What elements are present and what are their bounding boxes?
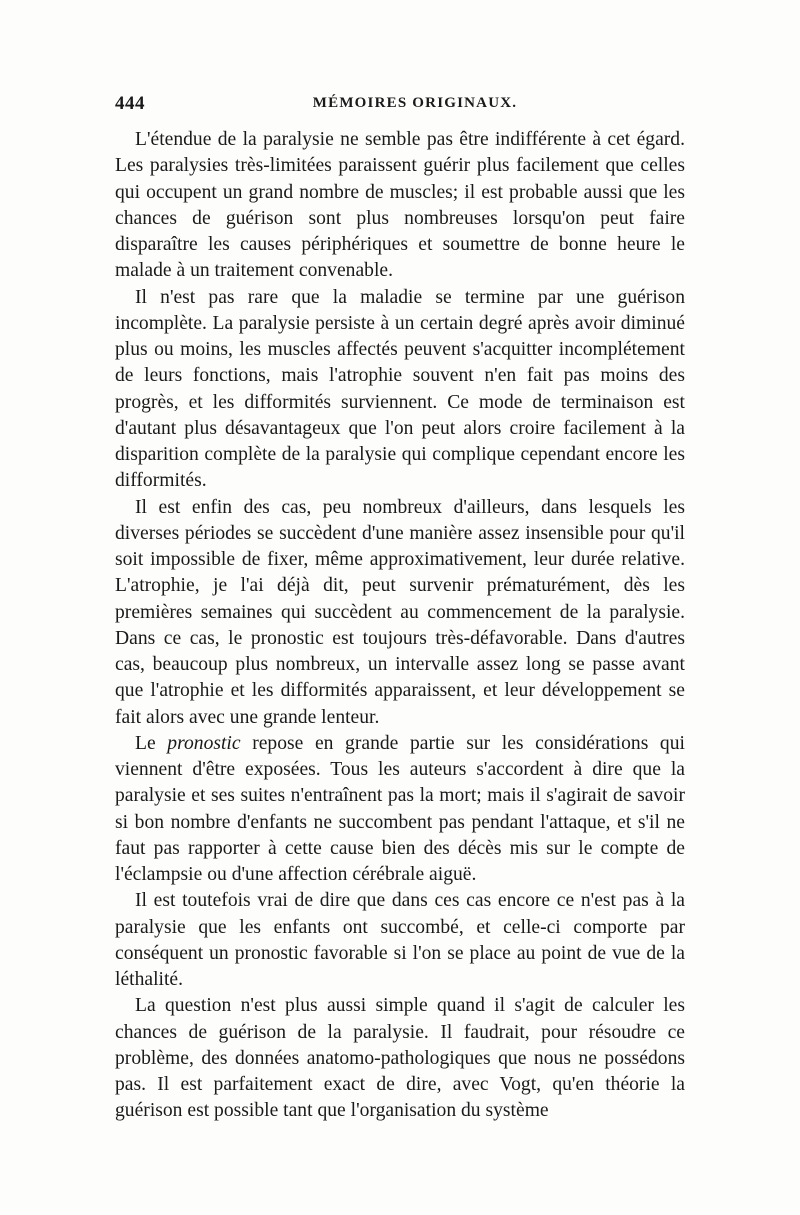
paragraph-text: repose en grande partie sur les considérations qui viennent d'être exposées. Tous les auteurs s'accordent à dire que la paralysie et ses suites n'entraînent pas la mort; mais il s'agirait de savoir si bon nombre d'enfants ne succombent pas pendant l'attaque, et s'il ne faut pas rapporter à cette cause bien des décès mis sur le compte de l'éclampsie ou d'une affection cérébrale aiguë. [115, 732, 685, 885]
paragraph-text: Il est enfin des cas, peu nombreux d'ailleurs, dans lesquels les diverses périodes se succèdent d'une manière assez insensible pour qu'il soit impossible de fixer, même approximativement, leur durée relative. L'atrophie, je l'ai déjà dit, peut survenir prématurément, dès les premières semaines qui succèdent au commencement de la paralysie. Dans ce cas, le pronostic est toujours très-défavorable. Dans d'autres cas, beaucoup plus nombreux, un intervalle assez long se passe avant que l'atrophie et les difformités apparaissent, et leur développement se fait alors avec une grande lenteur. [115, 496, 685, 728]
italic-term: pronostic [167, 732, 241, 754]
paragraph-insensible-periods [115, 495, 685, 731]
paragraph-text: L'étendue de la paralysie ne semble pas être indifférente à cet égard. Les paralysies très-limitées paraissent guérir plus facilement que celles qui occupent un grand nombre de muscles; il est probable aussi que les chances de guérison sont plus nombreuses lorsqu'on peut faire disparaître les causes périphériques et soumettre de bonne heure le malade à un traitement convenable. [115, 129, 685, 282]
paragraph-text: Il n'est pas rare que la maladie se termine par une guérison incomplète. La paralysie persiste à un certain degré après avoir diminué plus ou moins, les muscles affectés peuvent s'acquitter incomplétement de leurs fonctions, mais l'atrophie souvent n'en fait pas moins des progrès, et les difformités surviennent. Ce mode de terminaison est d'autant plus désavantageux que l'on peut alors croire facilement à la disparition complète de la paralysie qui complique cependant encore les difformités. [115, 286, 685, 492]
paragraph-chances-of-cure [115, 993, 685, 1124]
paragraph-lead: Le [135, 732, 168, 754]
paragraph-text: Il est toutefois vrai de dire que dans ces cas encore ce n'est pas à la paralysie que les enfants ont succombé, et celle-ci comporte par conséquent un pronostic favorable si l'on se place au point de vue de la léthalité. [115, 890, 685, 990]
paragraph-lethality [115, 888, 685, 993]
running-head [115, 93, 685, 119]
paragraph-prognosis [115, 731, 685, 889]
paragraph-extent-of-paralysis [115, 127, 685, 285]
body-text [115, 127, 685, 1125]
paragraph-incomplete-recovery [115, 285, 685, 495]
paragraph-text: La question n'est plus aussi simple quand il s'agit de calculer les chances de guérison de la paralysie. Il faudrait, pour résoudre ce problème, des données anatomo-pathologiques que nous ne possédons pas. Il est parfaitement exact de dire, avec Vogt, qu'en théorie la guérison est possible tant que l'organisation du système [115, 995, 685, 1122]
page-number: 444 [115, 93, 145, 114]
running-title: MÉMOIRES ORIGINAUX. [312, 95, 518, 111]
